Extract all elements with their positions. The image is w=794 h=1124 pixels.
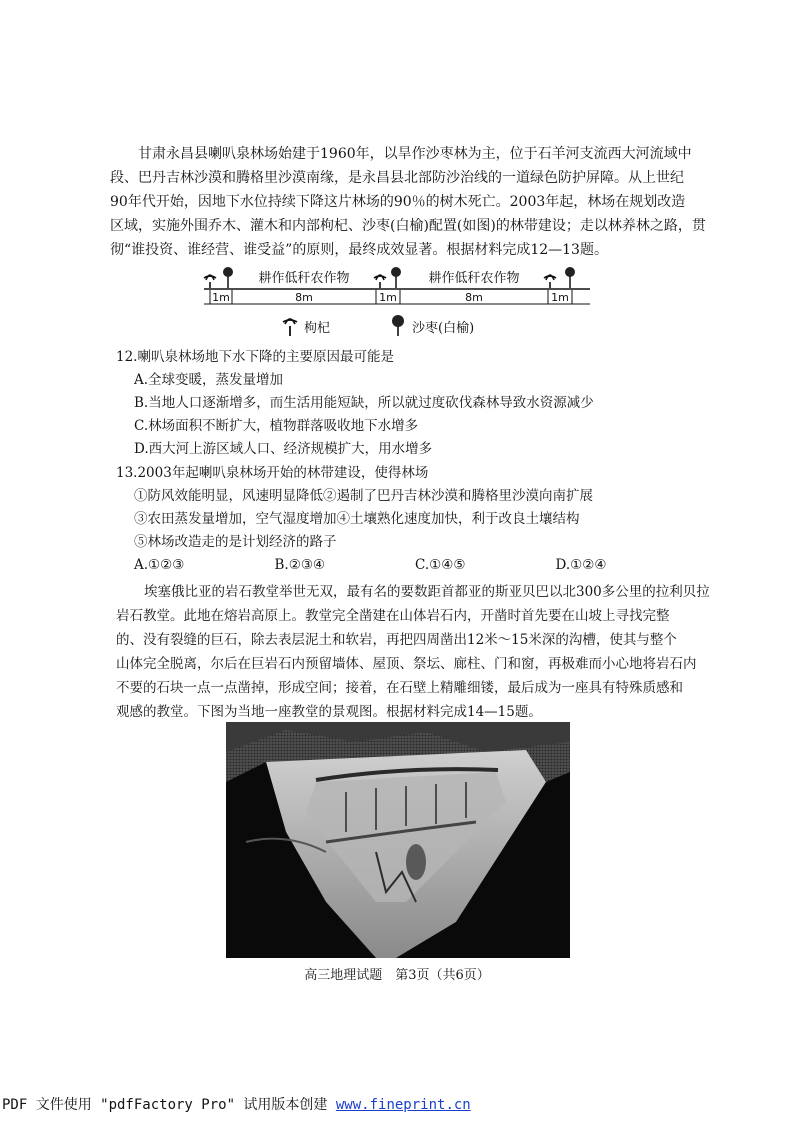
- rock-church-photo: [226, 722, 570, 958]
- passage-1-line: 段、巴丹吉林沙漠和腾格里沙漠南缘，是永昌县北部防沙治线的一道绿色防护屏障。从上世纪: [110, 170, 684, 186]
- legend-label: 枸杞: [304, 320, 331, 336]
- width-label: 8m: [295, 291, 313, 304]
- question-12: [116, 346, 696, 461]
- diagram-legend: [280, 314, 474, 338]
- option-b: B.②③④: [274, 557, 326, 573]
- option-c: C.①④⑤: [415, 557, 466, 573]
- statement: ③农田蒸发量增加，空气湿度增加④土壤熟化速度加快，利于改良土壤结构: [134, 511, 580, 527]
- passage-2-line: 观感的教堂。下图为当地一座教堂的景观图。根据材料完成14—15题。: [116, 704, 542, 720]
- statement: ①防风效能明显，风速明显降低②遏制了巴丹吉林沙漠和腾格里沙漠向南扩展: [134, 488, 593, 504]
- statement: ⑤林场改造走的是计划经济的路子: [134, 534, 337, 550]
- passage-2: [116, 580, 710, 724]
- shazao-icon: [391, 267, 401, 288]
- page-caption: 高三地理试题 第3页（共6页）: [304, 968, 490, 983]
- fineprint-link[interactable]: www.fineprint.cn: [335, 1097, 471, 1113]
- width-label: 1m: [551, 291, 569, 304]
- shazao-icon: [388, 314, 408, 338]
- legend-label: 沙枣(白榆): [412, 320, 475, 336]
- crop-label: 耕作低秆农作物: [428, 271, 520, 286]
- option-d: D.①②④: [555, 557, 607, 573]
- option-b: B.当地人口逐渐增多，而生活用能短缺，所以就过度砍伐森林导致水资源减少: [134, 395, 594, 411]
- question-stem: 13.2003年起喇叭泉林场开始的林带建设，使得林场: [116, 465, 429, 481]
- option-d: D.西大河上游区域人口、经济规模扩大，用水增多: [134, 441, 433, 457]
- goji-icon: [280, 314, 300, 338]
- passage-2-line: 埃塞俄比亚的岩石教堂举世无双，最有名的要数距首都亚的斯亚贝巴以北300多公里的拉利贝拉: [144, 584, 710, 600]
- goji-icon: [374, 275, 386, 288]
- passage-1-line: 区域，实施外围乔木、灌木和内部枸杞、沙枣(白榆)配置(如图)的林带建设；走以林养林之路，贯: [110, 218, 706, 234]
- passage-1: [110, 142, 706, 262]
- shazao-icon: [223, 267, 233, 288]
- shazao-icon: [565, 267, 575, 288]
- goji-icon: [204, 275, 216, 288]
- passage-2-line: 岩石教堂。此地在熔岩高原上。教堂完全凿建在山体岩石内，开凿时首先要在山坡上寻找完整: [116, 608, 670, 624]
- rock-church-photo-svg: [226, 722, 570, 958]
- passage-1-line: 彻“谁投资、谁经营、谁受益”的原则，最终成效显著。根据材料完成12—13题。: [110, 242, 608, 258]
- question-13: [116, 462, 696, 577]
- pdf-footer: [2, 1094, 471, 1114]
- width-label: 1m: [379, 291, 397, 304]
- goji-icon: [544, 275, 556, 288]
- option-a: A.①②③: [134, 557, 185, 573]
- legend-item-shazao: [388, 314, 474, 338]
- shelterbelt-diagram-svg: [200, 262, 596, 312]
- crop-label: 耕作低秆农作物: [258, 271, 350, 286]
- width-label: 1m: [212, 291, 230, 304]
- legend-item-goji: [280, 314, 330, 338]
- passage-1-line: 90年代开始，因地下水位持续下降这片林场的90％的树木死亡。2003年起，林场在规划改造: [110, 194, 686, 210]
- passage-2-line: 山体完全脱离，尔后在巨岩石内预留墙体、屋顶、祭坛、廊柱、门和窗，再极难而小心地将岩石内: [116, 656, 697, 672]
- footer-text: PDF 文件使用 "pdfFactory Pro" 试用版本创建: [2, 1097, 336, 1113]
- passage-2-line: 的、没有裂缝的巨石，除去表层泥土和软岩，再把四周凿出12米～15米深的沟槽，使其与整个: [116, 632, 677, 648]
- width-label: 8m: [465, 291, 483, 304]
- option-c: C.林场面积不断扩大，植物群落吸收地下水增多: [134, 418, 419, 434]
- answer-choices: [116, 554, 696, 577]
- passage-2-line: 不要的石块一点一点凿掉，形成空间；接着，在石壁上精雕细镂，最后成为一座具有特殊质感和: [116, 680, 683, 696]
- option-a: A.全球变暖，蒸发量增加: [134, 372, 284, 388]
- passage-1-line: 甘肃永昌县喇叭泉林场始建于1960年，以旱作沙枣林为主，位于石羊河支流西大河流域中: [138, 146, 692, 162]
- question-stem: 12.喇叭泉林场地下水下降的主要原因最可能是: [116, 349, 394, 365]
